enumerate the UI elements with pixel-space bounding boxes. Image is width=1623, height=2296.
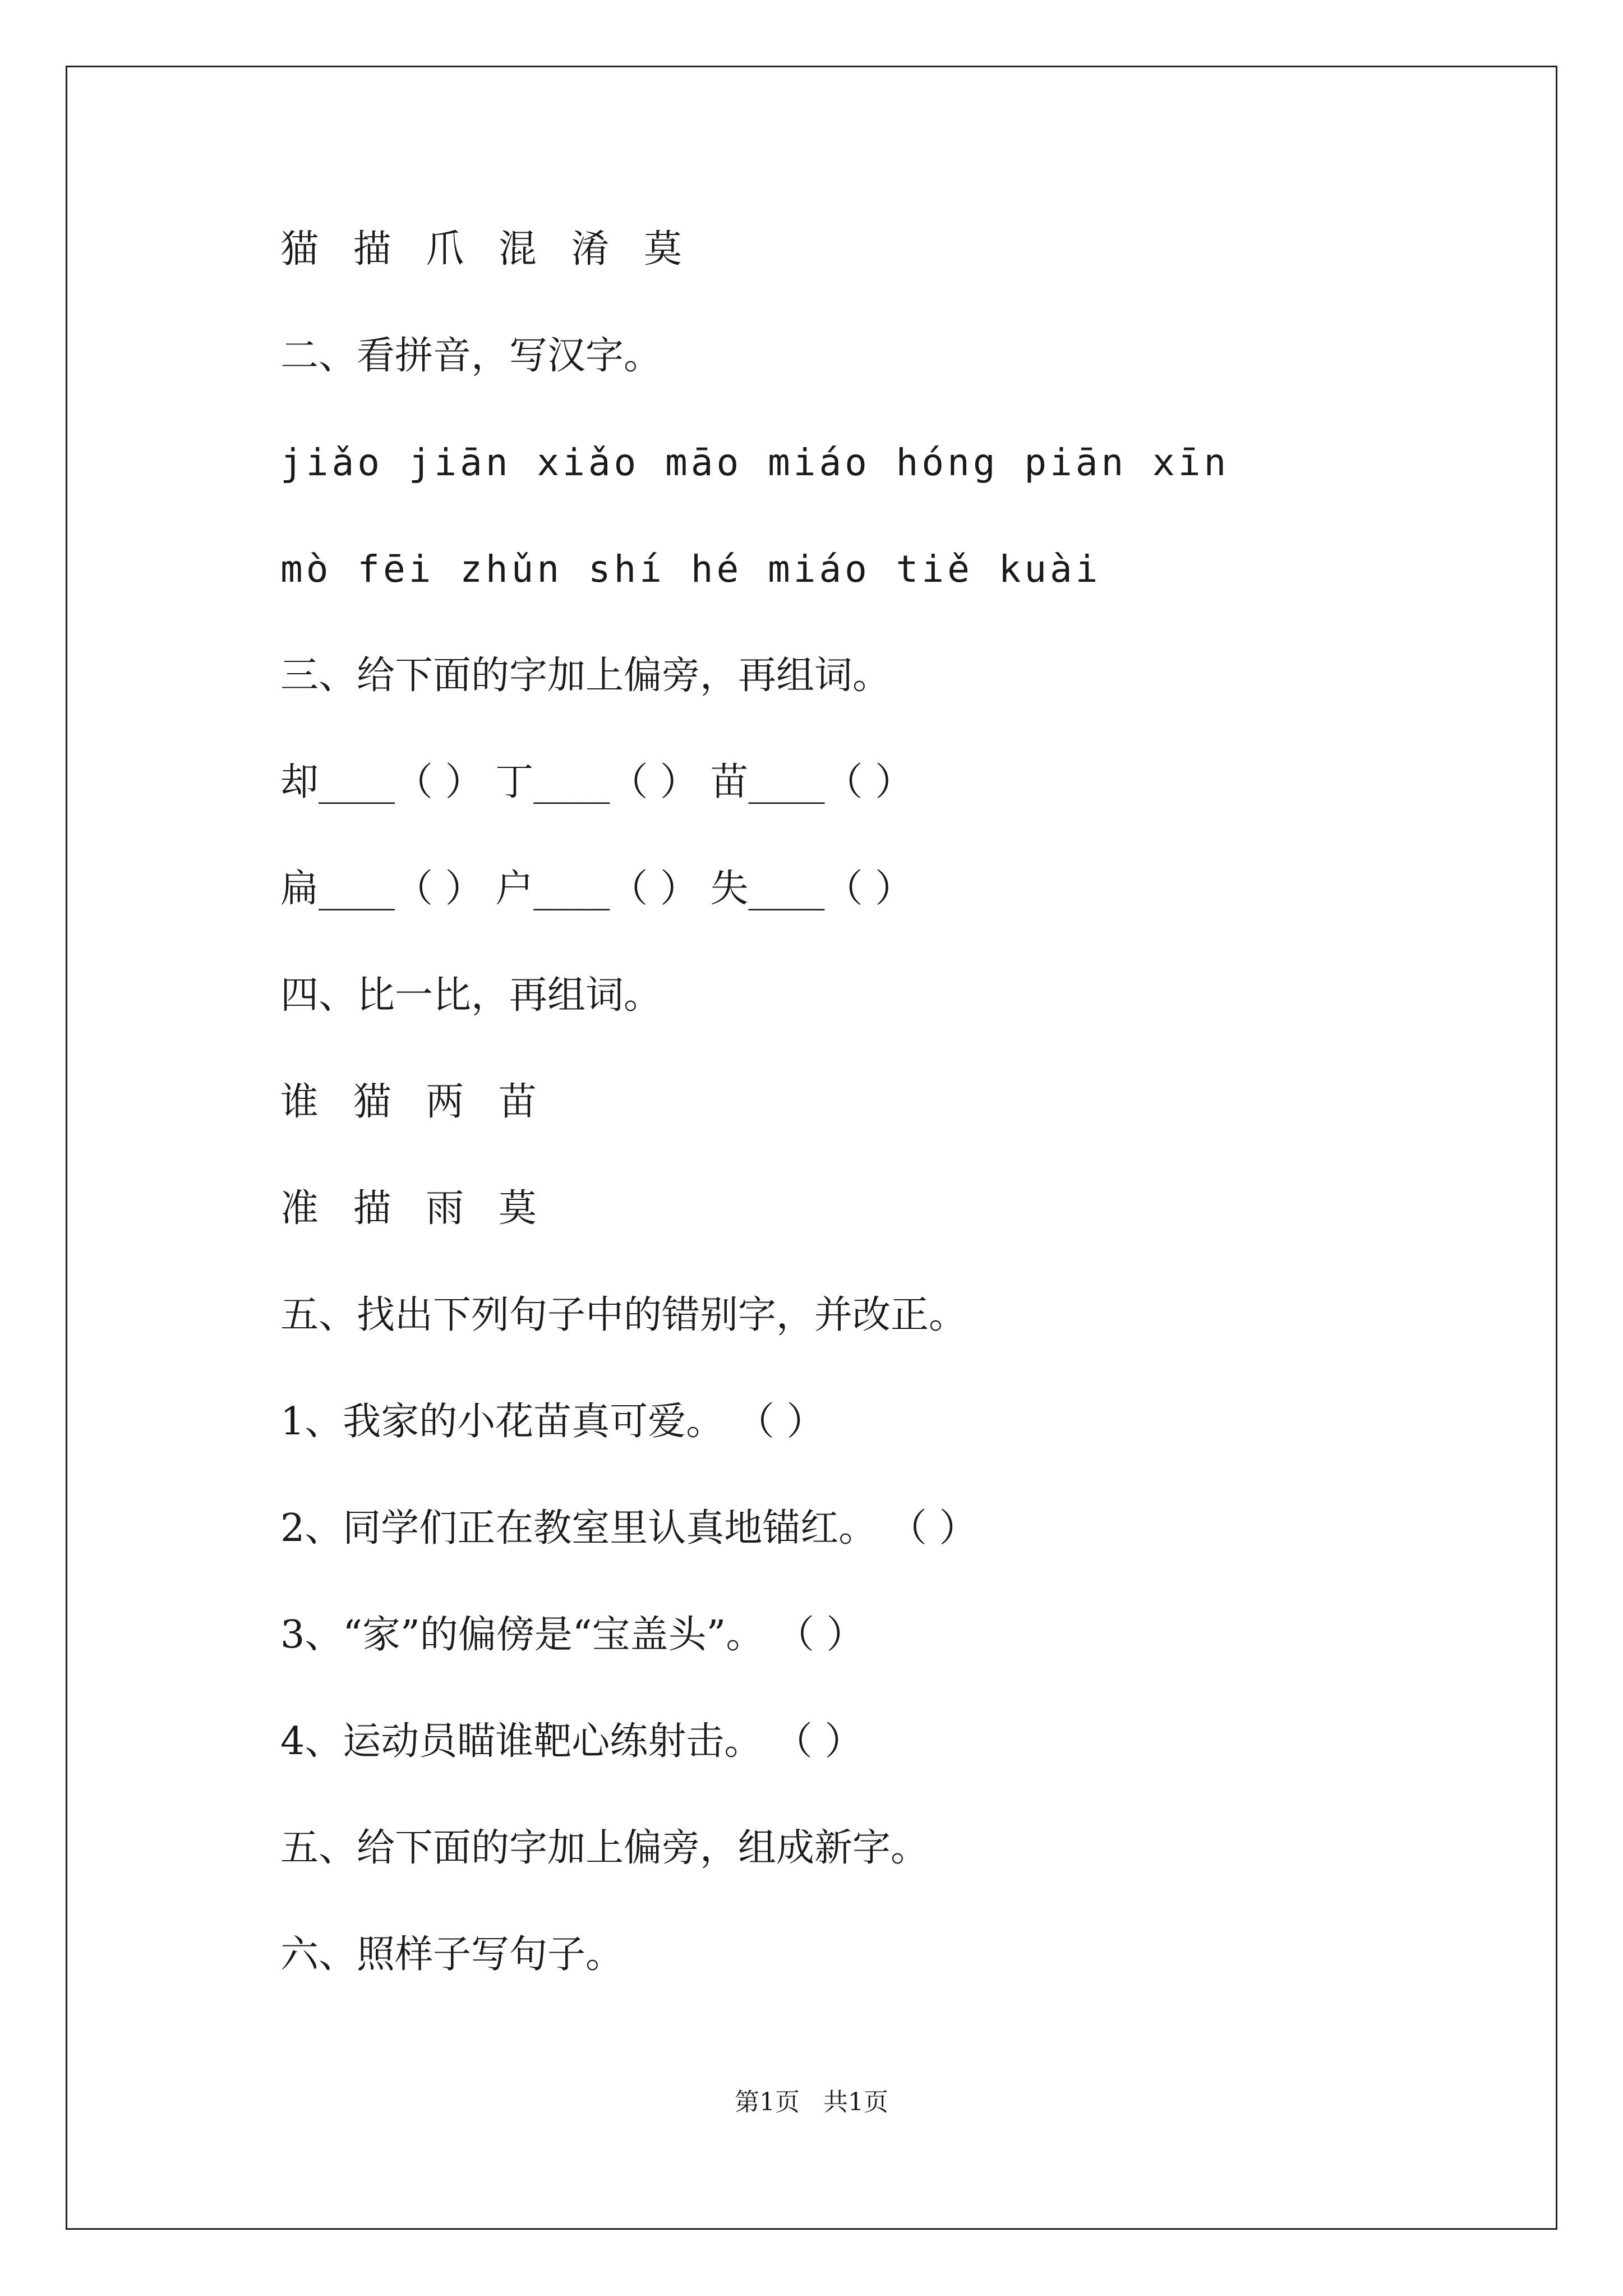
section-heading-4: 四、比一比，再组词。 bbox=[280, 973, 662, 1018]
page-footer: 第1页 共1页 bbox=[735, 2088, 888, 2116]
sentence-item-4: 4、运动员瞄谁靶心练射击。 （ ） bbox=[280, 1719, 863, 1764]
section-heading-2: 二、看拼音，写汉字。 bbox=[280, 334, 662, 378]
pinyin-row-1: jiǎo jiān xiǎo māo miáo hóng piān xīn bbox=[280, 441, 1230, 484]
radical-row-1: 却____（ ） 丁____（ ） 苗____（ ） bbox=[280, 760, 914, 804]
pinyin-row-2: mò fēi zhǔn shí hé miáo tiě kuài bbox=[280, 547, 1101, 591]
character-row-1: 猫 描 爪 混 淆 莫 bbox=[280, 227, 694, 272]
compare-row-2: 准 描 雨 莫 bbox=[280, 1186, 548, 1231]
page-border bbox=[66, 66, 1557, 2230]
radical-row-2: 扁____（ ） 户____（ ） 失____（ ） bbox=[280, 867, 914, 911]
section-heading-5b: 五、给下面的字加上偏旁，组成新字。 bbox=[280, 1826, 929, 1870]
sentence-item-1: 1、我家的小花苗真可爱。 （ ） bbox=[280, 1400, 825, 1444]
compare-row-1: 谁 猫 两 苗 bbox=[280, 1080, 548, 1124]
sentence-item-3: 3、“家”的偏傍是“宝盖头”。 （ ） bbox=[280, 1613, 865, 1657]
section-heading-5: 五、找出下列句子中的错别字，并改正。 bbox=[280, 1293, 967, 1337]
section-heading-6: 六、照样子写句子。 bbox=[280, 1932, 624, 1977]
section-heading-3: 三、给下面的字加上偏旁，再组词。 bbox=[280, 654, 891, 698]
sentence-item-2: 2、同学们正在教室里认真地锚红。 （ ） bbox=[280, 1506, 978, 1550]
